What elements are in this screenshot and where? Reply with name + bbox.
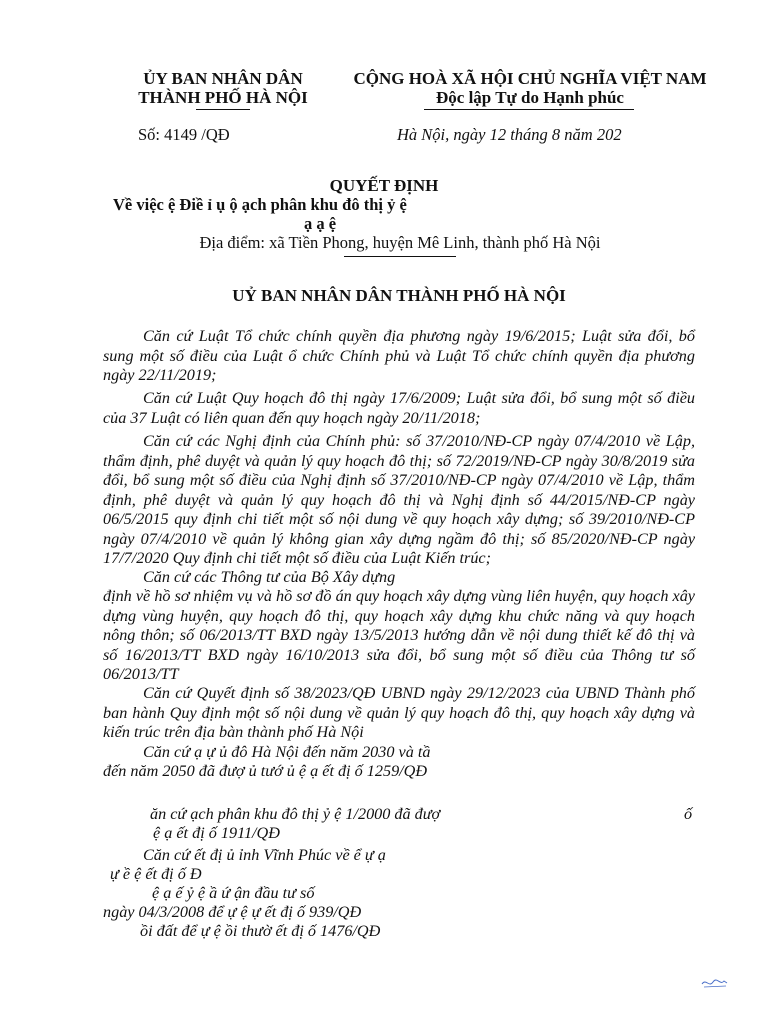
title-underline <box>344 256 456 257</box>
scribble-mark-icon <box>700 974 730 990</box>
basis-paragraph-5: định về hồ sơ nhiệm vụ và hồ sơ đồ án quy hoạch xây dựng vùng liên huyện, quy hoạch xây dựng vùng huyện, quy hoạch đô thị, quy hoạch xây dựng khu chức năng và quy hoạch nông thôn; số 06/2013/TT BXD ngày 13/5/2013 hướng dẫn về nội dung thiết kế đô thị và số 16/2013/TT BXD ngày 16/10/2013 sửa đổi, bổ sung một số điều của Thông tư số 06/2013/TT <box>103 587 695 683</box>
issuer-name-line1: ỦY BAN NHÂN DÂN <box>143 69 303 88</box>
basis-paragraph-4: Căn cứ các Thông tư của Bộ Xây dựng <box>143 568 396 586</box>
authority-heading: UỶ BAN NHÂN DÂN THÀNH PHỐ HÀ NỘI <box>232 286 566 305</box>
document-number: Số: 4149 /QĐ <box>138 125 230 144</box>
place-date: Hà Nội, ngày 12 tháng 8 năm 202 <box>397 125 622 144</box>
fragment-line-8: ngày 04/3/2008 để ự ệ ự ết đị ố 939/QĐ <box>103 903 362 921</box>
decision-title: QUYẾT ĐỊNH <box>329 176 439 195</box>
basis-paragraph-3: Căn cứ các Nghị định của Chính phủ: số 37/2010/NĐ-CP ngày 07/4/2010 về Lập, thẩm định, phê duyệt và quản lý quy hoạch đô thị; số 72/2019/NĐ-CP ngày 30/8/2019 sửa đổi, bổ sung một số điều của Nghị định số 37/2010/NĐ-CP ngày 07/4/2010 về Lập, thẩm định, phê duyệt và quản lý quy hoạch đô thị và Nghị định số 44/2015/NĐ-CP ngày 06/5/2015 quy định chi tiết một số nội dung về quy hoạch xây dựng; số 39/2010/NĐ-CP ngày 07/4/2010 về quản lý không gian xây dựng ngầm đô thị; số 85/2020/NĐ-CP ngày 17/7/2020 Quy định chi tiết một số điều của Luật Kiến trúc; <box>103 432 695 567</box>
basis-paragraph-2: Căn cứ Luật Quy hoạch đô thị ngày 17/6/2009; Luật sửa đổi, bổ sung một số điều của 37 Luật có liên quan đến quy hoạch ngày 20/11/2018; <box>103 389 695 427</box>
fragment-line-3-end: ố <box>684 805 693 823</box>
national-motto: Độc lập Tự do Hạnh phúc <box>436 88 624 107</box>
national-title: CỘNG HOÀ XÃ HỘI CHỦ NGHĨA VIỆT NAM <box>353 69 707 88</box>
fragment-line-9: ồi đất để ự ệ ồi thườ ết đị ố 1476/QĐ <box>140 922 381 940</box>
fragment-line-6: ự ề ệ ết đị ố Đ <box>110 865 202 883</box>
motto-underline <box>424 109 634 110</box>
issuer-underline <box>196 109 250 110</box>
fragment-line-5: Căn cứ ết đị ủ ỉnh Vĩnh Phúc về ể ự ạ <box>143 846 386 864</box>
decision-subject-line1: Về việc ệ Điề ỉ ụ ộ ạch phân khu đô thị ỷ ệ <box>113 195 407 214</box>
fragment-line-3: ăn cứ ạch phân khu đô thị ỷ ệ 1/2000 đã đượ <box>150 805 441 823</box>
fragment-line-1: Căn cứ ạ ự ủ đô Hà Nội đến năm 2030 và tầ <box>143 743 431 761</box>
fragment-line-7: ệ ạ ế ỷ ệ ầ ứ ận đầu tư số <box>152 884 315 902</box>
basis-paragraph-6: Căn cứ Quyết định số 38/2023/QĐ UBND ngày 29/12/2023 của UBND Thành phố ban hành Quy định một số nội dung về quản lý quy hoạch đô thị, quy hoạch xây dựng và kiến trúc trên địa bàn thành phố Hà Nội <box>103 684 695 741</box>
decision-subject-line2: ạ ạ ệ <box>304 214 337 233</box>
decision-location: Địa điểm: xã Tiền Phong, huyện Mê Linh, thành phố Hà Nội <box>199 233 601 252</box>
fragment-line-2: đến năm 2050 đã đượ ủ tướ ủ ệ ạ ết đị ố 1259/QĐ <box>103 762 428 780</box>
basis-paragraph-1: Căn cứ Luật Tổ chức chính quyền địa phương ngày 19/6/2015; Luật sửa đổi, bổ sung một số điều của Luật ổ chức Chính phủ và Luật Tổ chức chính quyền địa phương ngày 22/11/2019; <box>103 327 695 384</box>
issuer-name-line2: THÀNH PHỐ HÀ NỘI <box>138 88 308 107</box>
fragment-line-4: ệ ạ ết đị ố 1911/QĐ <box>153 824 280 842</box>
